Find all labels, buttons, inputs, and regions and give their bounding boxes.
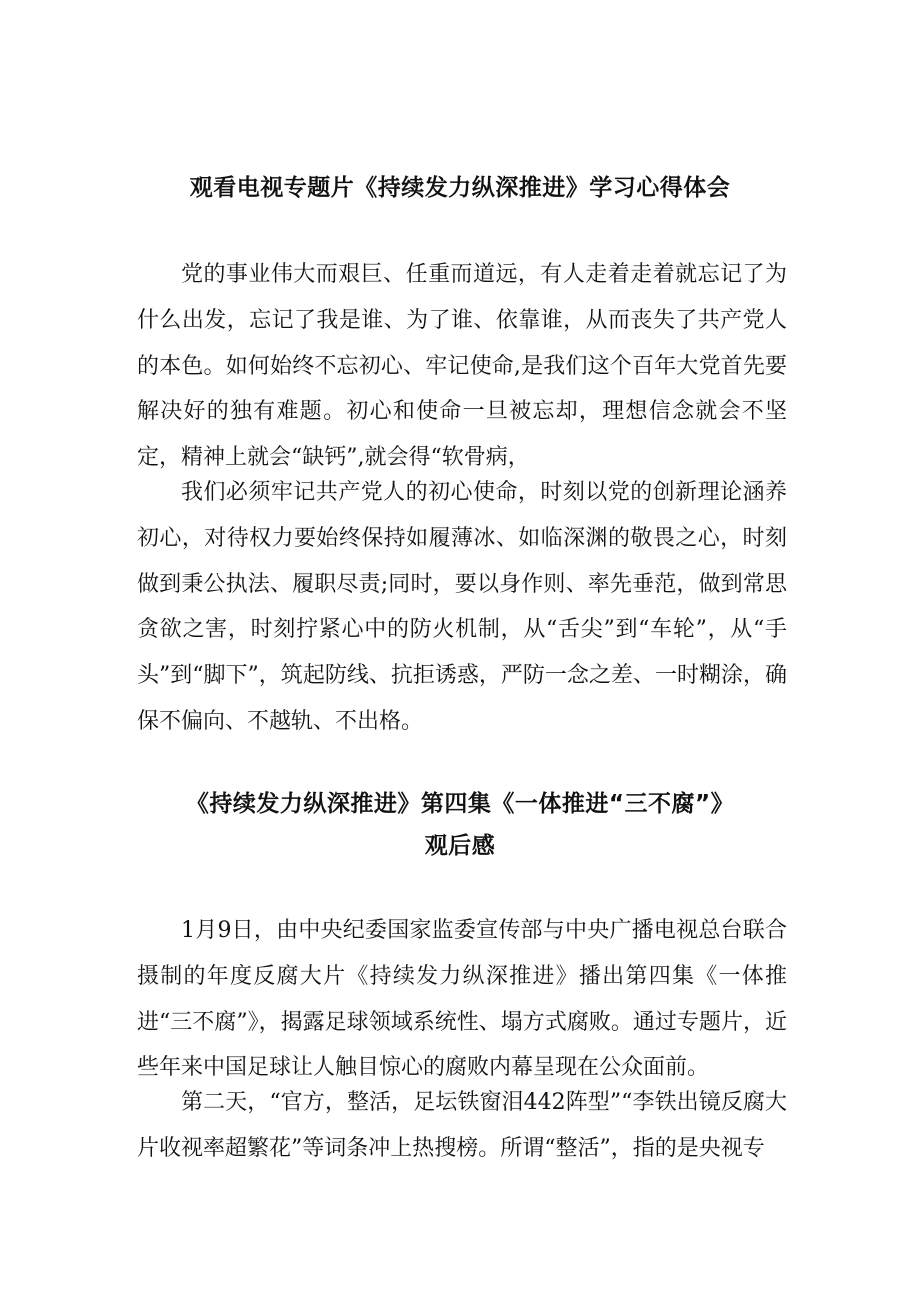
article-title-2-line-2: 观后感 (424, 833, 496, 859)
paragraph-1: 党的事业伟大而艰巨、任重而道远，有人走着走着就忘记了为什么出发，忘记了我是谁、为了谁、依靠谁，从而丧失了共产党人的本色。如何始终不忘初心、牢记使命,是我们这个百年大党首先要解决好的独有难题。初心和使命一旦被忘却，理想信念就会不坚定，精神上就会“缺钙”,就会得“软骨病， (137, 262, 787, 471)
paragraph-4: 第二天，“官方，整活，足坛铁窗泪442阵型”“李铁出镜反腐大片收视率超繁花”等词条冲上热搜榜。所谓“整活”，指的是央视专 (137, 1090, 787, 1161)
article-title-1: 观看电视专题片《持续发力纵深推进》学习心得体会 (189, 175, 731, 201)
paragraph-2: 我们必须牢记共产党人的初心使命，时刻以党的创新理论涵养初心，对待权力要始终保持如履薄冰、如临深渊的敬畏之心，时刻做到秉公执法、履职尽责;同时，要以身作则、率先垂范，做到常思贪欲之害，时刻拧紧心中的防火机制，从“舌尖”到“车轮”，从“手头”到“脚下”，筑起防线、抗拒诱惑，严防一念之差、一时糊涂，确保不偏向、不越轨、不出格。 (137, 480, 787, 734)
article-title-2-line-1: 《持续发力纵深推进》第四集《一体推进“三不腐”》 (185, 791, 735, 817)
paragraph-3: 1月9日，由中央纪委国家监委宣传部与中央广播电视总台联合摄制的年度反腐大片《持续发力纵深推进》播出第四集《一体推进“三不腐”》，揭露足球领域系统性、塌方式腐败。通过专题片，近些年来中国足球让人触目惊心的腐败内幕呈现在公众面前。 (137, 918, 787, 1081)
